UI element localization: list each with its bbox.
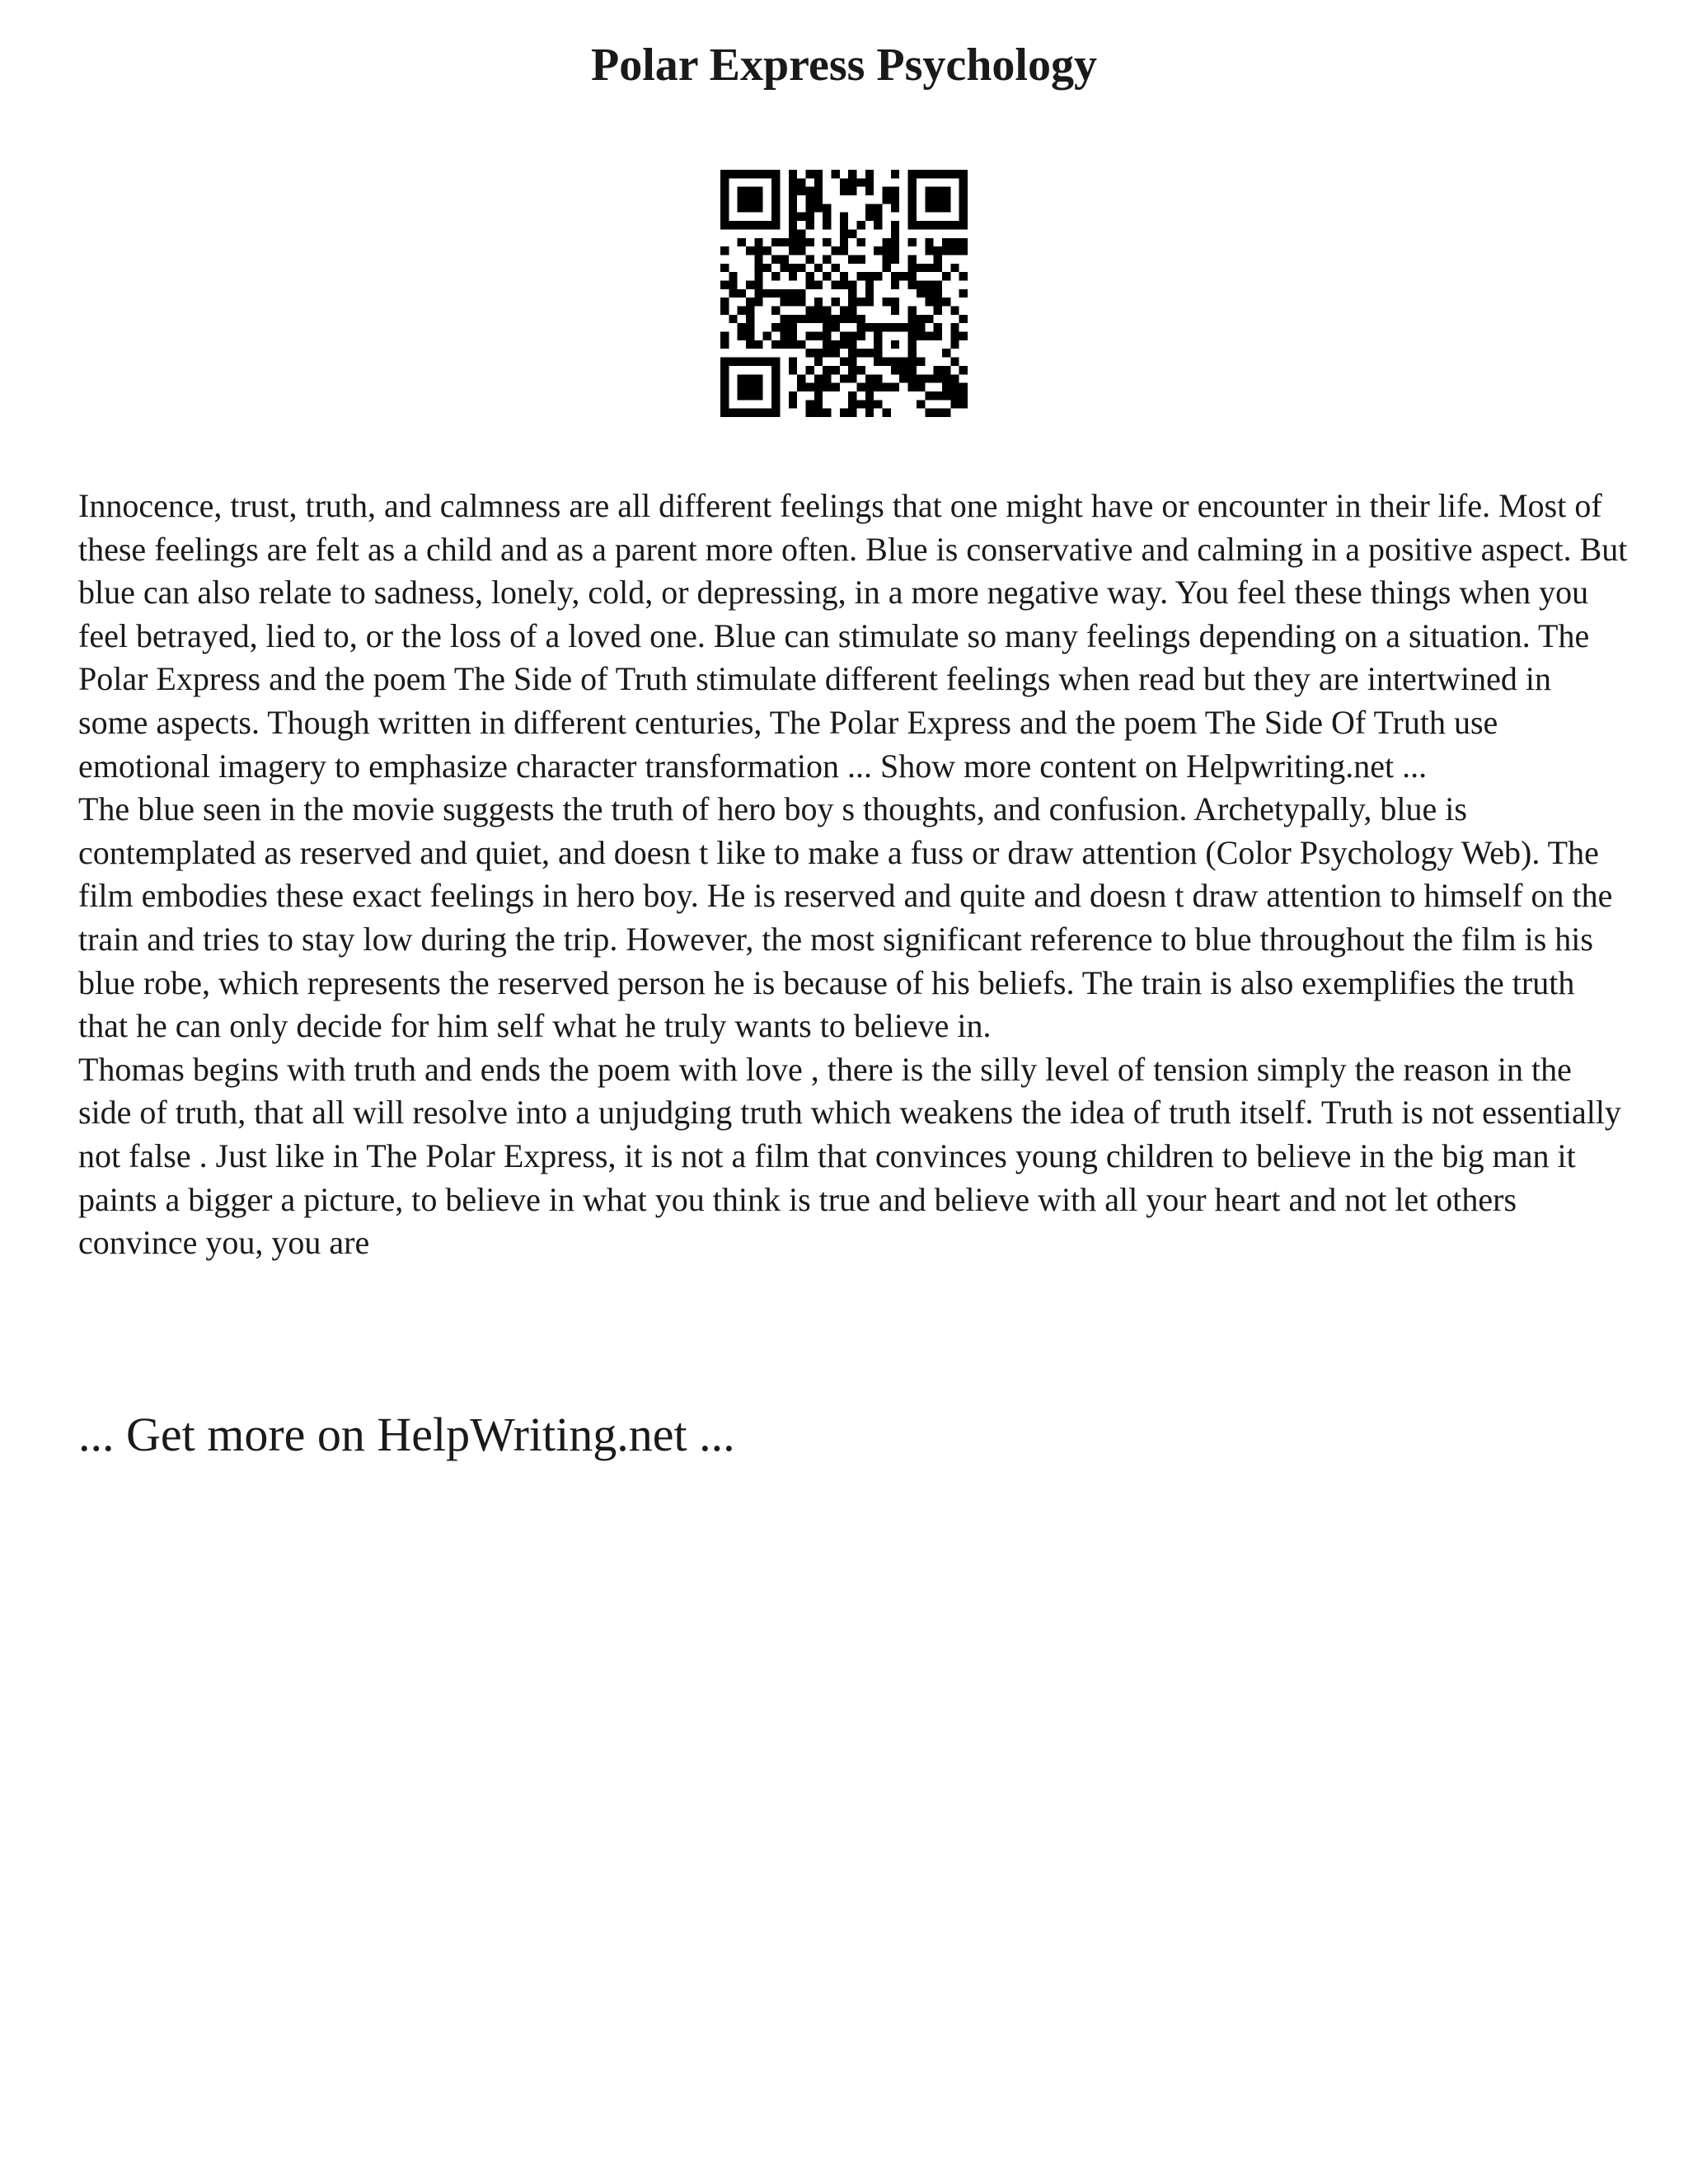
paragraph-1: Innocence, trust, truth, and calmness are all different feelings that one might have or encounter in their life. Most of these feelings are felt as a child and as a parent more often. Blue is conservative and calming in a positive aspect. But blue can also relate to sadness, lonely, cold, or depressing, in a more negative way. You feel these things when you feel betrayed, lied to, or the loss of a loved one. Blue can stimulate so many feelings depending on a situation. The Polar Express and the poem The Side of Truth stimulate different feelings when read but they are intertwined in some aspects. Though written in different centuries, The Polar Express and the poem The Side Of Truth use emotional imagery to emphasize character transformation ... Show more content on Helpwriting.net ... xyxy=(78,487,1628,785)
paragraph-2: The blue seen in the movie suggests the truth of hero boy s thoughts, and confusion. Archetypally, blue is contemplated as reserved and quiet, and doesn t like to make a fuss or draw attention (Color Psychology Web). The film embodies these exact feelings in hero boy. He is reserved and quite and doesn t draw attention to himself on the train and tries to stay low during the trip. However, the most significant reference to blue throughout the film is his blue robe, which represents the reserved person he is because of his beliefs. The train is also exemplifies the truth that he can only decide for him self what he truly wants to believe in. xyxy=(78,790,1613,1045)
qr-code-icon xyxy=(720,170,968,417)
helpwriting-link[interactable]: ... Get more on HelpWriting.net ... xyxy=(78,1408,735,1461)
article-body xyxy=(78,485,1628,1265)
paragraph-3: Thomas begins with truth and ends the poem with love , there is the silly level of tension simply the reason in the side of truth, that all will resolve into a unjudging truth which weakens the idea of truth itself. Truth is not essentially not false . Just like in The Polar Express, it is not a film that convinces young children to believe in the big man it paints a bigger a picture, to believe in what you think is true and believe with all your heart and not let others convince you, you are xyxy=(78,1050,1621,1262)
page-title: Polar Express Psychology xyxy=(591,40,1097,91)
